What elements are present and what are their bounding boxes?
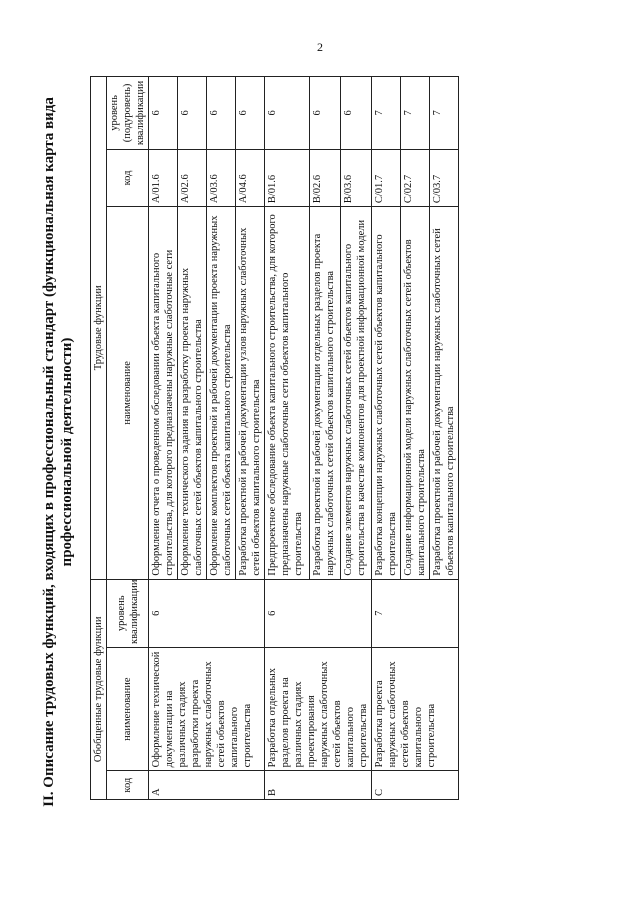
group-level: 6 [149, 579, 265, 647]
title-line-1: II. Описание трудовых функций, входящих в профессиональный стандарт (функциональная карта вида [41, 97, 57, 807]
function-name: Создание элементов наружных слаботочных сетей объектов капитального строительства в качестве компонентов для проектной информационной модели [340, 207, 371, 580]
group-code: B [265, 771, 372, 800]
function-level: 6 [340, 77, 371, 150]
function-name: Оформление отчета о проведенном обследовании объекта капитального строительства, для которого предназначены наружные слаботочные сети [149, 207, 178, 580]
group-name: Разработка проекта наружных слаботочных сетей объектов капитального строительства [372, 647, 459, 770]
function-level: 6 [265, 77, 310, 150]
function-code: A/01.6 [149, 149, 178, 206]
function-name: Разработка концепции наружных слаботочных сетей объектов капитального строительства [372, 207, 401, 580]
header-function-name: наименование [107, 207, 149, 580]
group-code: A [149, 771, 265, 800]
rotated-page-content [40, 42, 600, 862]
function-code: B/03.6 [340, 149, 371, 206]
header-labor-functions: Трудовые функции [91, 77, 107, 580]
function-code: B/01.6 [265, 149, 310, 206]
table-row [265, 77, 310, 800]
header-qualification-level: уровень квалификации [107, 579, 149, 647]
header-function-code: код [107, 149, 149, 206]
title-line-2: профессиональной деятельности) [59, 337, 75, 567]
function-code: A/02.6 [178, 149, 207, 206]
function-name: Оформление комплектов проектной и рабочей документации проекта наружных слаботочных сетей объекта капитального строительства [207, 207, 236, 580]
header-sublevel: уровень (подуровень) квалификации [107, 77, 149, 150]
function-code: B/02.6 [309, 149, 340, 206]
group-level: 6 [265, 579, 372, 647]
function-name: Предпроектное обследование объекта капитального строительства, для которого предназначены наружные слаботочные сети объектов капитального строительства [265, 207, 310, 580]
function-level: 7 [401, 77, 430, 150]
function-code: A/03.6 [207, 149, 236, 206]
function-level: 6 [309, 77, 340, 150]
group-code: C [372, 771, 459, 800]
group-name: Оформление технической документации на различных стадиях разработки проекта наружных слаботочных сетей объектов капитального строительства [149, 647, 265, 770]
group-name: Разработка отдельных разделов проекта на различных стадиях проектирования наружных слаботочных сетей объектов капитального строительства [265, 647, 372, 770]
header-generalized-functions: Обобщенные трудовые функции [91, 579, 107, 799]
section-title [40, 42, 76, 862]
function-code: C/03.7 [430, 149, 459, 206]
function-level: 7 [372, 77, 401, 150]
page-number: 2 [317, 40, 323, 54]
function-level: 7 [430, 77, 459, 150]
functional-map-table [90, 76, 459, 800]
function-level: 6 [149, 77, 178, 150]
function-name: Разработка проектной и рабочей документации отдельных разделов проекта наружных слаботочных сетей объектов капитального строительства [309, 207, 340, 580]
function-code: C/02.7 [401, 149, 430, 206]
header-code: код [107, 771, 149, 800]
group-level: 7 [372, 579, 459, 647]
table-row [372, 77, 401, 800]
function-level: 6 [207, 77, 236, 150]
function-level: 6 [236, 77, 265, 150]
function-code: A/04.6 [236, 149, 265, 206]
function-name: Разработка проектной и рабочей документации наружных слаботочных сетей объектов капитального строительства [430, 207, 459, 580]
function-name: Создание информационной модели наружных слаботочных сетей объектов капитального строительства [401, 207, 430, 580]
table-row [149, 77, 178, 800]
function-name: Разработка проектной и рабочей документации узлов наружных слаботочных сетей объектов капитального строительства [236, 207, 265, 580]
header-name: наименование [107, 647, 149, 770]
function-code: C/01.7 [372, 149, 401, 206]
function-level: 6 [178, 77, 207, 150]
function-name: Оформление технического задания на разработку проекта наружных слаботочных сетей объектов капитального строительства [178, 207, 207, 580]
